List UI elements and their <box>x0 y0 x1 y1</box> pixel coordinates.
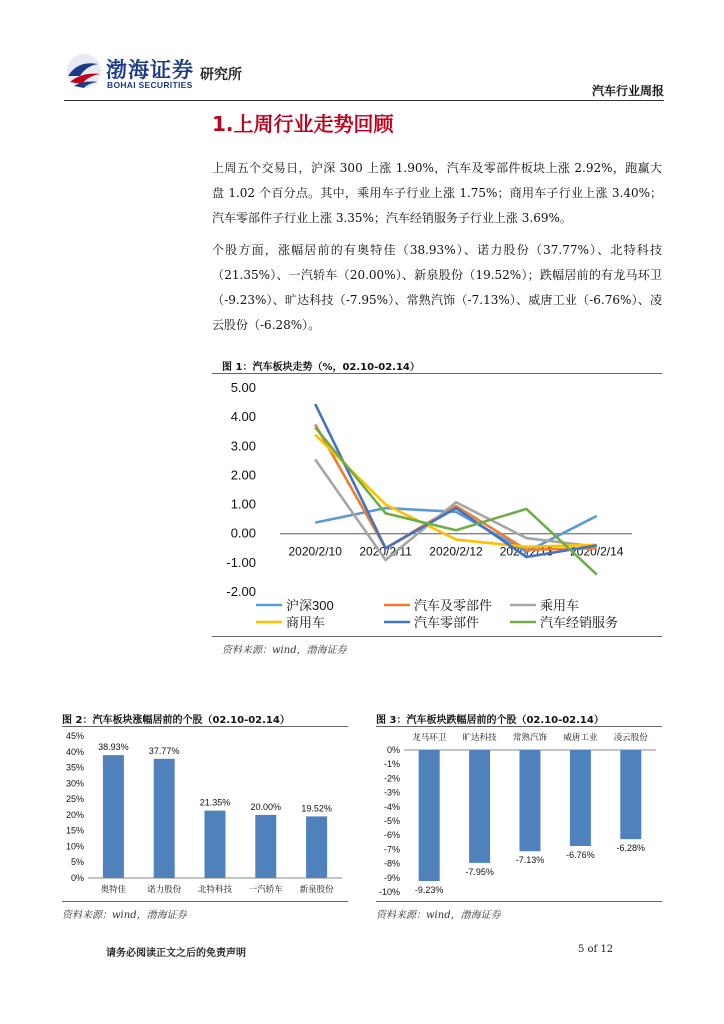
y-tick-label: -4% <box>383 801 400 812</box>
bar-value-label: -6.76% <box>566 849 595 860</box>
bar-value-label: 20.00% <box>250 801 282 812</box>
x-tick-label: 凌云股份 <box>613 732 648 742</box>
y-tick-label: 0.00 <box>230 525 256 541</box>
legend-label: 乘用车 <box>540 598 580 613</box>
y-tick-label: -6% <box>383 830 400 841</box>
figure-1-top-rule <box>212 373 662 374</box>
y-tick-label: 2.00 <box>230 467 256 483</box>
x-tick-label: 2020/2/12 <box>429 544 483 559</box>
disclaimer-note: 请务必阅读正文之后的免责声明 <box>106 948 246 959</box>
legend-label: 沪深300 <box>286 598 334 613</box>
figure-2-top-rule <box>62 726 348 727</box>
y-tick-label: -2% <box>383 773 400 784</box>
logo-english-name: BOHAI SECURITIES <box>107 80 193 90</box>
figure-3-bottom-rule <box>376 901 662 902</box>
x-tick-label: 2020/2/11 <box>359 544 412 559</box>
section-title: 1.上周行业走势回顾 <box>212 112 394 136</box>
legend-label: 汽车经销服务 <box>540 615 619 630</box>
y-tick-label: -1% <box>383 759 400 770</box>
y-tick-label: 0% <box>70 873 84 883</box>
figure-3-source: 资料来源：wind，渤海证券 <box>376 910 501 921</box>
bar-value-label: -7.95% <box>465 866 494 877</box>
y-tick-label: -9% <box>383 872 400 883</box>
paragraph-stock-review: 个股方面，涨幅居前的有奥特佳（38.93%）、诺力股份（37.77%）、北特科技（21.35%）、一汽轿车（20.00%）、新泉股份（19.52%）；跌幅居前的有龙马环卫（-9.23%）、旷达科技（-7.95%）、常熟汽饰（-7.13%）、威唐工业（-6.76%）、凌云股份（-6.28%）。 <box>212 243 662 332</box>
bar-value-label: -6.28% <box>616 843 646 854</box>
y-tick-label: 10% <box>65 841 84 852</box>
y-tick-label: -1.00 <box>226 554 256 570</box>
x-tick-label: 新泉股份 <box>299 884 334 894</box>
x-tick-label: 奥特佳 <box>100 884 127 894</box>
logo-chinese-name: 渤海证券 <box>106 57 194 82</box>
legend-label: 汽车零部件 <box>414 615 480 630</box>
bar-value-label: -9.23% <box>414 885 444 896</box>
y-tick-label: 20% <box>65 809 84 820</box>
y-tick-label: 0% <box>386 745 400 755</box>
brand-logo <box>64 50 254 98</box>
bar <box>570 750 591 846</box>
x-tick-label: 诺力股份 <box>147 884 182 894</box>
y-tick-label: 35% <box>65 762 84 773</box>
figure-1-bottom-rule <box>212 636 662 637</box>
figure-3-title: 图 3：汽车板块跌幅居前的个股（02.10-02.14） <box>376 715 604 726</box>
bar <box>469 750 490 863</box>
y-tick-label: -10% <box>378 887 400 897</box>
bar-value-label: -7.13% <box>515 855 545 866</box>
y-tick-label: 5.00 <box>230 380 256 395</box>
x-tick-label: 北特科技 <box>197 884 233 894</box>
bar <box>255 815 276 878</box>
bar <box>419 750 440 881</box>
bar-value-label: 21.35% <box>199 797 231 808</box>
y-tick-label: 45% <box>65 731 84 741</box>
paragraph-market-review: 上周五个交易日，沪深 300 上涨 1.90%，汽车及零部件板块上涨 2.92%，跑赢大盘 1.02 个百分点。其中，乘用车子行业上涨 1.75%；商用车子行业上涨 3.40%；汽车零部件子行业上涨 3.35%；汽车经销服务子行业上涨 3.69%。 <box>212 161 662 225</box>
y-tick-label: 25% <box>65 794 84 805</box>
y-tick-label: 1.00 <box>230 496 256 512</box>
figure-1-source: 资料来源：wind，渤海证券 <box>222 645 347 656</box>
x-tick-label: 一汽轿车 <box>248 884 283 894</box>
bar <box>205 811 226 878</box>
figure-1-title: 图 1：汽车板块走势（%，02.10-02.14） <box>222 362 420 373</box>
figure-3-top-rule <box>376 726 662 727</box>
header-divider <box>64 100 664 101</box>
y-tick-label: -2.00 <box>226 584 256 599</box>
y-tick-label: -8% <box>383 858 400 869</box>
top-losers-bar-chart <box>376 730 662 900</box>
x-tick-label: 2020/2/14 <box>570 544 624 559</box>
y-tick-label: 5% <box>70 857 84 868</box>
y-tick-label: -7% <box>383 844 400 855</box>
sector-trend-line-chart <box>212 376 662 634</box>
y-tick-label: 30% <box>65 778 84 789</box>
x-tick-label: 2020/2/13 <box>499 544 554 559</box>
x-tick-label: 龙马环卫 <box>412 732 447 742</box>
x-tick-label: 威唐工业 <box>563 732 598 742</box>
bar <box>520 750 541 851</box>
y-tick-label: -5% <box>383 816 400 826</box>
y-tick-label: 4.00 <box>230 409 256 425</box>
legend-label: 汽车及零部件 <box>414 598 493 613</box>
bar <box>154 759 175 878</box>
bar-value-label: 37.77% <box>148 745 180 756</box>
bar-value-label: 38.93% <box>98 742 129 753</box>
bar <box>306 816 327 878</box>
page-number: 5 of 12 <box>578 944 614 955</box>
x-tick-label: 常熟汽饰 <box>512 732 548 742</box>
figure-2-bottom-rule <box>62 901 348 902</box>
bar <box>620 750 641 839</box>
bar <box>103 755 124 878</box>
y-tick-label: -3% <box>383 787 400 798</box>
y-tick-label: 40% <box>65 746 84 757</box>
department-name: 研究所 <box>200 67 242 83</box>
report-type: 汽车行业周报 <box>591 84 664 98</box>
top-gainers-bar-chart <box>62 730 348 900</box>
y-tick-label: 15% <box>65 825 84 836</box>
figure-2-title: 图 2：汽车板块涨幅居前的个股（02.10-02.14） <box>62 715 290 726</box>
x-tick-label: 旷达科技 <box>462 732 497 742</box>
figure-2-source: 资料来源：wind，渤海证券 <box>62 910 187 921</box>
bar-value-label: 19.52% <box>301 803 332 814</box>
y-tick-label: 3.00 <box>230 438 256 454</box>
x-tick-label: 2020/2/10 <box>288 544 342 559</box>
legend-label: 商用车 <box>286 615 326 630</box>
bohai-logo-icon <box>64 50 104 92</box>
